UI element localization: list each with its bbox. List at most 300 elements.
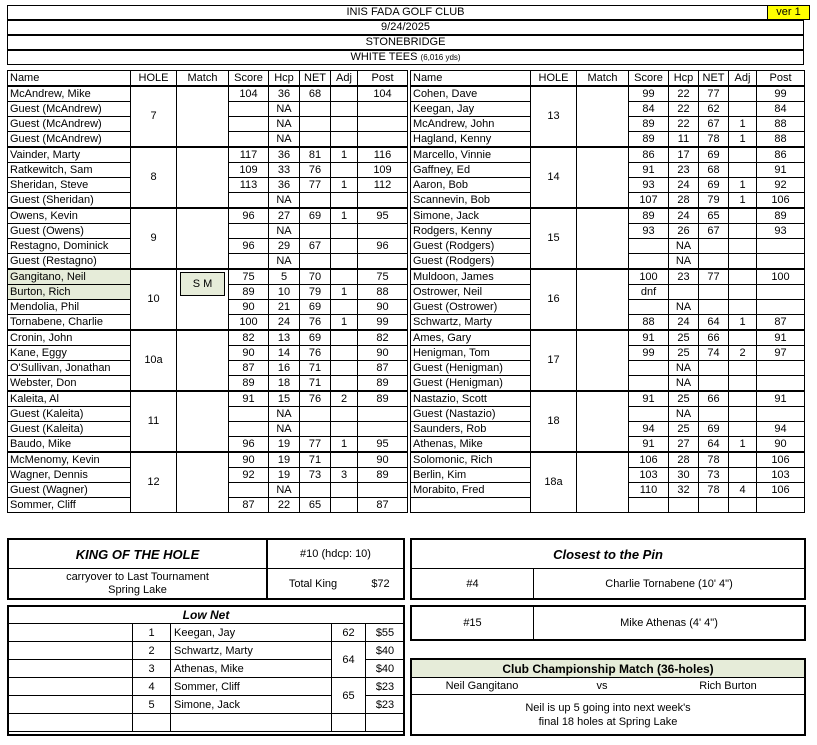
player-name: Marcello, Vinnie <box>411 147 531 163</box>
match-label <box>577 86 629 147</box>
championship-note-line-2: final 18 holes at Spring Lake <box>538 716 678 728</box>
player-name: Ames, Gary <box>411 330 531 346</box>
player-hcp: 25 <box>669 391 699 407</box>
player-adj <box>331 239 358 254</box>
player-post: 95 <box>358 437 408 453</box>
player-score <box>229 407 269 422</box>
player-adj: 3 <box>331 468 358 483</box>
player-net <box>699 254 729 270</box>
low-net-name: Keegan, Jay <box>171 624 332 642</box>
player-name: Saunders, Rob <box>411 422 531 437</box>
player-name: Guest (Nastazio) <box>411 407 531 422</box>
player-name: O'Sullivan, Jonathan <box>8 361 131 376</box>
total-king-amount: $72 <box>371 577 390 590</box>
player-name: Scannevin, Bob <box>411 193 531 209</box>
player-name: Wagner, Dennis <box>8 468 131 483</box>
player-score <box>229 422 269 437</box>
hole-number: 16 <box>531 269 577 330</box>
player-post: 97 <box>757 346 805 361</box>
player-adj <box>729 254 757 270</box>
low-net-table <box>8 623 405 732</box>
closest-hole-1: #4 <box>412 569 534 598</box>
player-adj: 1 <box>331 208 358 224</box>
player-score: 89 <box>629 117 669 132</box>
player-net <box>699 239 729 254</box>
player-row <box>8 208 408 224</box>
player-hcp: NA <box>269 254 300 270</box>
player-score: 96 <box>229 208 269 224</box>
player-net <box>300 483 331 498</box>
player-net: 71 <box>300 376 331 392</box>
carryover-text: carryover to Last Tournament <box>66 570 209 583</box>
hole-number: 12 <box>131 452 177 513</box>
hole-number: 18a <box>531 452 577 513</box>
player-adj: 1 <box>729 117 757 132</box>
player-hcp: 15 <box>269 391 300 407</box>
low-net-spacer <box>9 696 133 714</box>
low-net-box <box>7 605 405 736</box>
player-row <box>411 86 805 102</box>
player-name: Hagland, Kenny <box>411 132 531 148</box>
player-post: 88 <box>358 285 408 300</box>
player-adj: 1 <box>729 132 757 148</box>
low-net-row <box>9 714 405 732</box>
low-net-empty-cell <box>171 714 332 732</box>
player-hcp: 25 <box>669 422 699 437</box>
player-name: Restagno, Dominick <box>8 239 131 254</box>
player-score: 87 <box>229 498 269 513</box>
player-adj <box>729 391 757 407</box>
player-score: 100 <box>229 315 269 331</box>
player-hcp: 28 <box>669 193 699 209</box>
player-name: Simone, Jack <box>411 208 531 224</box>
player-hcp: 22 <box>669 117 699 132</box>
player-adj <box>331 193 358 209</box>
player-row <box>8 269 408 285</box>
player-score <box>229 193 269 209</box>
player-adj <box>729 498 757 513</box>
championship-vs: vs <box>552 678 652 695</box>
player-net: 77 <box>699 86 729 102</box>
low-net-row <box>9 642 405 660</box>
player-adj <box>331 117 358 132</box>
player-name: Baudo, Mike <box>8 437 131 453</box>
player-adj: 1 <box>729 178 757 193</box>
player-adj <box>331 163 358 178</box>
player-net: 67 <box>699 117 729 132</box>
player-net: 76 <box>300 346 331 361</box>
player-hcp: 36 <box>269 178 300 193</box>
player-name: Keegan, Jay <box>411 102 531 117</box>
player-score: 96 <box>229 437 269 453</box>
player-score <box>629 300 669 315</box>
player-post: 91 <box>757 391 805 407</box>
player-name: McAndrew, Mike <box>8 86 131 102</box>
player-hcp: NA <box>269 422 300 437</box>
player-adj <box>729 208 757 224</box>
closest-to-pin-box <box>410 538 806 600</box>
player-name: Athenas, Mike <box>411 437 531 453</box>
player-name: Cronin, John <box>8 330 131 346</box>
player-net: 77 <box>300 437 331 453</box>
player-post: 87 <box>358 361 408 376</box>
player-adj: 1 <box>331 147 358 163</box>
player-post <box>358 422 408 437</box>
player-hcp: NA <box>669 361 699 376</box>
player-adj <box>729 239 757 254</box>
player-score: 87 <box>229 361 269 376</box>
player-score <box>629 361 669 376</box>
player-row <box>8 452 408 468</box>
low-net-name: Sommer, Cliff <box>171 678 332 696</box>
player-name <box>411 498 531 513</box>
king-carryover <box>9 569 268 598</box>
player-score: 91 <box>629 163 669 178</box>
player-adj <box>331 132 358 148</box>
player-adj <box>331 330 358 346</box>
championship-player-2: Rich Burton <box>652 678 804 695</box>
player-hcp: NA <box>269 132 300 148</box>
player-hcp: 25 <box>669 346 699 361</box>
column-header: Post <box>358 71 408 87</box>
player-net <box>699 300 729 315</box>
player-post: 116 <box>358 147 408 163</box>
player-name: Solomonic, Rich <box>411 452 531 468</box>
player-net: 71 <box>300 361 331 376</box>
column-header: Name <box>411 71 531 87</box>
player-name: Guest (Kaleita) <box>8 422 131 437</box>
player-hcp: NA <box>669 407 699 422</box>
player-name: Nastazio, Scott <box>411 391 531 407</box>
player-score <box>229 117 269 132</box>
hole-number: 17 <box>531 330 577 391</box>
player-hcp: NA <box>669 239 699 254</box>
player-hcp: 27 <box>269 208 300 224</box>
player-post: 106 <box>757 483 805 498</box>
player-post <box>757 498 805 513</box>
player-score: 107 <box>629 193 669 209</box>
player-score: 92 <box>229 468 269 483</box>
championship-note-line-1: Neil is up 5 going into next week's <box>525 702 691 714</box>
low-net-row <box>9 678 405 696</box>
low-net-place: 3 <box>133 660 171 678</box>
player-score: 91 <box>629 391 669 407</box>
player-name: Webster, Don <box>8 376 131 392</box>
player-row <box>8 330 408 346</box>
player-net <box>699 361 729 376</box>
player-post <box>358 483 408 498</box>
player-post <box>757 254 805 270</box>
player-name: Henigman, Tom <box>411 346 531 361</box>
player-hcp: 16 <box>269 361 300 376</box>
player-score: 88 <box>629 315 669 331</box>
low-net-score: 65 <box>332 678 366 714</box>
hole-number: 11 <box>131 391 177 452</box>
player-net: 78 <box>699 132 729 148</box>
tees-label: WHITE TEES <box>350 51 418 63</box>
player-name: Guest (Ostrower) <box>411 300 531 315</box>
player-adj <box>729 285 757 300</box>
player-hcp: 19 <box>269 452 300 468</box>
player-adj <box>729 163 757 178</box>
player-adj <box>331 86 358 102</box>
player-score <box>229 132 269 148</box>
player-net: 74 <box>699 346 729 361</box>
player-adj <box>729 330 757 346</box>
player-net <box>300 224 331 239</box>
player-post: 91 <box>757 330 805 346</box>
player-name: Morabito, Fred <box>411 483 531 498</box>
low-net-empty-cell <box>366 714 405 732</box>
player-post: 106 <box>757 193 805 209</box>
player-hcp: NA <box>269 407 300 422</box>
player-hcp: 14 <box>269 346 300 361</box>
closest-winner-2: Mike Athenas (4' 4") <box>620 617 718 629</box>
event-date: 9/24/2025 <box>7 20 804 35</box>
player-adj: 1 <box>331 178 358 193</box>
low-net-title: Low Net <box>9 607 403 624</box>
player-name: Guest (Restagno) <box>8 254 131 270</box>
player-net: 67 <box>300 239 331 254</box>
player-hcp: 22 <box>669 102 699 117</box>
hole-number: 7 <box>131 86 177 147</box>
player-name: Guest (Owens) <box>8 224 131 239</box>
player-score: 117 <box>229 147 269 163</box>
player-score: 91 <box>229 391 269 407</box>
player-adj: 1 <box>729 315 757 331</box>
player-post <box>358 254 408 270</box>
player-adj: 1 <box>331 437 358 453</box>
player-adj <box>729 269 757 285</box>
player-net: 69 <box>699 147 729 163</box>
player-net: 76 <box>300 163 331 178</box>
player-score <box>229 254 269 270</box>
player-score <box>629 254 669 270</box>
low-net-empty-cell <box>332 714 366 732</box>
low-net-amount: $40 <box>366 660 405 678</box>
match-label <box>177 391 229 452</box>
player-score: 91 <box>629 437 669 453</box>
player-name: McMenomy, Kevin <box>8 452 131 468</box>
player-adj <box>729 300 757 315</box>
player-hcp <box>669 285 699 300</box>
player-name: Owens, Kevin <box>8 208 131 224</box>
player-name: Guest (McAndrew) <box>8 117 131 132</box>
match-label <box>577 391 629 452</box>
player-post: 100 <box>757 269 805 285</box>
player-score: 94 <box>629 422 669 437</box>
low-net-place: 2 <box>133 642 171 660</box>
player-adj <box>729 468 757 483</box>
player-row <box>8 86 408 102</box>
player-row <box>411 208 805 224</box>
player-post: 99 <box>358 315 408 331</box>
player-adj <box>729 407 757 422</box>
player-net: 69 <box>300 300 331 315</box>
course-name: STONEBRIDGE <box>7 35 804 50</box>
player-row <box>411 269 805 285</box>
player-score: 89 <box>629 132 669 148</box>
player-score: 100 <box>629 269 669 285</box>
player-hcp: NA <box>269 483 300 498</box>
player-name: Gangitano, Neil <box>8 269 131 285</box>
player-post <box>358 102 408 117</box>
player-net: 77 <box>300 178 331 193</box>
player-score <box>629 407 669 422</box>
player-net: 78 <box>699 483 729 498</box>
player-adj <box>331 407 358 422</box>
player-name: Guest (Henigman) <box>411 376 531 392</box>
closest-to-pin-box-2 <box>410 605 806 641</box>
player-hcp: 11 <box>669 132 699 148</box>
player-adj <box>331 254 358 270</box>
player-score <box>629 376 669 392</box>
player-post: 86 <box>757 147 805 163</box>
match-label <box>577 269 629 330</box>
hole-number: 14 <box>531 147 577 208</box>
player-post <box>757 376 805 392</box>
player-post: 95 <box>358 208 408 224</box>
player-adj <box>331 452 358 468</box>
player-adj <box>331 102 358 117</box>
club-name: INIS FADA GOLF CLUB <box>7 5 804 20</box>
player-score: 82 <box>229 330 269 346</box>
player-adj <box>331 224 358 239</box>
player-hcp: 30 <box>669 468 699 483</box>
column-header: Adj <box>729 71 757 87</box>
player-hcp: 27 <box>669 437 699 453</box>
player-score: 75 <box>229 269 269 285</box>
player-net <box>300 407 331 422</box>
player-adj <box>729 86 757 102</box>
player-hcp: 19 <box>269 437 300 453</box>
player-post: 88 <box>757 132 805 148</box>
match-tag: S M <box>180 272 225 296</box>
player-post: 99 <box>757 86 805 102</box>
player-name: Kane, Eggy <box>8 346 131 361</box>
player-post: 104 <box>358 86 408 102</box>
low-net-place: 1 <box>133 624 171 642</box>
low-net-name: Schwartz, Marty <box>171 642 332 660</box>
match-label <box>577 330 629 391</box>
player-hcp: 18 <box>269 376 300 392</box>
low-net-name: Athenas, Mike <box>171 660 332 678</box>
player-hcp: 33 <box>269 163 300 178</box>
hole-number: 8 <box>131 147 177 208</box>
player-name: Burton, Rich <box>8 285 131 300</box>
player-net: 69 <box>699 422 729 437</box>
column-header: Adj <box>331 71 358 87</box>
player-hcp: 28 <box>669 452 699 468</box>
player-adj: 2 <box>729 346 757 361</box>
king-title: KING OF THE HOLE <box>9 540 268 569</box>
player-hcp: 24 <box>669 178 699 193</box>
low-net-row <box>9 624 405 642</box>
player-name: Guest (Kaleita) <box>8 407 131 422</box>
player-adj <box>331 376 358 392</box>
player-hcp: 21 <box>269 300 300 315</box>
total-king-label: Total King <box>288 577 338 590</box>
player-post: 90 <box>358 346 408 361</box>
closest-hole-2: #15 <box>412 607 534 639</box>
player-net: 73 <box>699 468 729 483</box>
player-hcp: 22 <box>269 498 300 513</box>
player-post <box>757 239 805 254</box>
low-net-spacer <box>9 660 133 678</box>
player-score: 99 <box>629 346 669 361</box>
player-post: 93 <box>757 224 805 239</box>
player-adj: 1 <box>331 315 358 331</box>
player-score: 93 <box>629 178 669 193</box>
player-post <box>358 132 408 148</box>
player-score: 90 <box>229 300 269 315</box>
player-post <box>757 361 805 376</box>
player-row <box>8 391 408 407</box>
player-score: dnf <box>629 285 669 300</box>
player-hcp: NA <box>269 193 300 209</box>
player-name: Guest (Wagner) <box>8 483 131 498</box>
player-hcp: 24 <box>669 208 699 224</box>
player-net <box>699 407 729 422</box>
match-label <box>177 147 229 208</box>
player-hcp: 10 <box>269 285 300 300</box>
player-hcp: 36 <box>269 147 300 163</box>
column-header: Hcp <box>269 71 300 87</box>
player-name: Guest (Rodgers) <box>411 239 531 254</box>
player-net: 68 <box>699 163 729 178</box>
player-hcp: 22 <box>669 86 699 102</box>
low-net-empty-cell <box>9 714 133 732</box>
player-net <box>699 498 729 513</box>
player-score: 104 <box>229 86 269 102</box>
low-net-spacer <box>9 642 133 660</box>
player-hcp <box>669 498 699 513</box>
match-label <box>577 452 629 513</box>
column-header: Post <box>757 71 805 87</box>
player-net: 69 <box>300 208 331 224</box>
player-row <box>8 147 408 163</box>
low-net-spacer <box>9 678 133 696</box>
player-name: Kaleita, Al <box>8 391 131 407</box>
match-label <box>177 452 229 513</box>
player-net: 71 <box>300 452 331 468</box>
player-hcp: 24 <box>269 315 300 331</box>
low-net-amount: $40 <box>366 642 405 660</box>
hole-number: 9 <box>131 208 177 269</box>
column-header: Match <box>177 71 229 87</box>
player-post: 75 <box>358 269 408 285</box>
player-score: 90 <box>229 346 269 361</box>
player-post <box>358 117 408 132</box>
low-net-score: 62 <box>332 624 366 642</box>
column-header: NET <box>699 71 729 87</box>
player-net: 65 <box>699 208 729 224</box>
player-score <box>229 102 269 117</box>
match-label <box>177 269 229 330</box>
player-post <box>757 285 805 300</box>
player-post: 90 <box>358 452 408 468</box>
match-label <box>577 208 629 269</box>
player-post: 96 <box>358 239 408 254</box>
player-net: 73 <box>300 468 331 483</box>
player-net <box>300 422 331 437</box>
player-net: 79 <box>699 193 729 209</box>
player-name: Ratkewitch, Sam <box>8 163 131 178</box>
player-hcp: 19 <box>269 468 300 483</box>
hole-number: 10a <box>131 330 177 391</box>
player-name: Schwartz, Marty <box>411 315 531 331</box>
player-score: 106 <box>629 452 669 468</box>
